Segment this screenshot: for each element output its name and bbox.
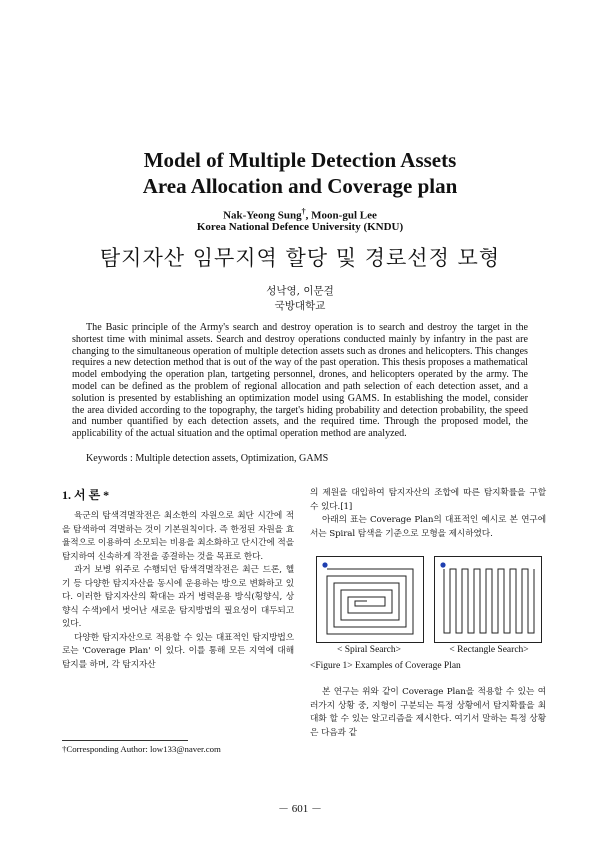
paper-title-line1: Model of Multiple Detection Assets [143,148,457,172]
dagger-mark: † [301,207,306,216]
affiliation-english: Korea National Defence University (KNDU) [196,221,404,233]
paragraph: 과거 보병 위주로 수행되던 탐색격멸작전은 최근 드론, 헬기 등 다양한 탐지자산을 동시에 운용하는 방으로 변화하고 있다. 이러한 탐지자산의 확대는 과거 병력운용 방식(횡향식, 상향식 수색)에서 벗어난 새로운 탐지방법의 필요성이 대두되고 있다. [62,565,294,629]
paragraph: 본 연구는 위와 같이 Coverage Plan을 적용할 수 있는 여러가지 상황 중, 지형이 구분되는 특정 상황에서 탐지확률을 최대화 할 수 있는 알고리즘을 제시한다. 여기서 말하는 특정 상황은 다음과 같 [310,687,546,738]
footnote-divider [62,740,188,741]
figure-caption: <Figure 1> Examples of Coverage Plan [310,661,461,671]
paper-title-line2: Area Allocation and Coverage plan [142,174,458,198]
start-marker-icon [322,562,327,567]
start-marker-icon [440,562,445,567]
paragraph: 아래의 표는 Coverage Plan의 대표적인 예시로 본 연구에서는 Spiral 탐색을 기준으로 모형을 제시하였다. [310,515,546,539]
rectangle-path [444,569,534,633]
right-column-top [310,487,546,541]
spiral-search-diagram [317,557,423,642]
paragraph: 의 제원을 대입하여 탐지자산의 조합에 따른 탐지확률을 구할 수 있다.[1] [310,488,546,512]
abstract: The Basic principle of the Army's search and destroy operation is to search and destroy the target in the shortest time with minimal assets. Search and destroy operations conducted mainly by infantry in the past are changing to the simultaneous operation of multiple detection assets such as drones and helicopters. This changes requires a new detection method that is out of the way of the past operation. This thesis proposes a mathematical model embodying the operation plan, tartgeting personnel, drones, and helicopters operated by the army. The model can be defined as the problem of regional allocation and path selection of each detection asset, and a solution is presented by establishing an optimization model using GAMS. In establishing the model, consider the area divided according to the topography, the target's hiding probability and detection probability, the speed and number quantified by each detection assets, and the required time. Through the proposed model, the applicability of the actual situation and the optimal operation method are analyzed. [72,322,528,440]
rectangle-search-diagram [435,557,541,642]
left-column [62,510,294,672]
page-number: － 601 － [278,803,322,815]
figure-spiral-panel [316,556,424,643]
keywords: Keywords : Multiple detection assets, Optimization, GAMS [86,453,329,464]
label-rectangle: < Rectangle Search> [449,645,529,655]
affiliation-korean: 국방대학교 [274,300,326,312]
footnote: †Corresponding Author: low133@naver.com [62,744,221,754]
paper-title-korean: 탐지자산 임무지역 할당 및 경로선정 모형 [99,246,501,270]
author-primary: Nak-Yeong Sung [223,209,302,222]
label-spiral: < Spiral Search> [336,645,401,655]
section-heading: 1. 서 론 * [62,488,110,502]
figure-rectangle-panel [434,556,542,643]
paragraph: 다양한 탐지자산으로 적용할 수 있는 대표적인 탐지방법으로는 'Coverage Plan' 이 있다. 이를 통해 모든 지역에 대해 탐지를 하며, 각 탐지자산 [62,632,294,670]
author-secondary: , Moon-gul Lee [305,209,377,222]
paragraph: 육군의 탐색격멸작전은 최소한의 자원으로 최단 시간에 적을 탐색하여 격멸하는 것이 기본원칙이다. 즉 한정된 자원을 효율적으로 이용하여 소모되는 비용을 최소화하고 단시간에 적을 탐지하여 신속하게 작전을 종결하는 것을 목표로 한다. [62,511,294,562]
spiral-path [327,569,413,634]
authors-korean: 성낙영, 이문걸 [266,285,334,297]
right-column-bottom [310,686,546,740]
